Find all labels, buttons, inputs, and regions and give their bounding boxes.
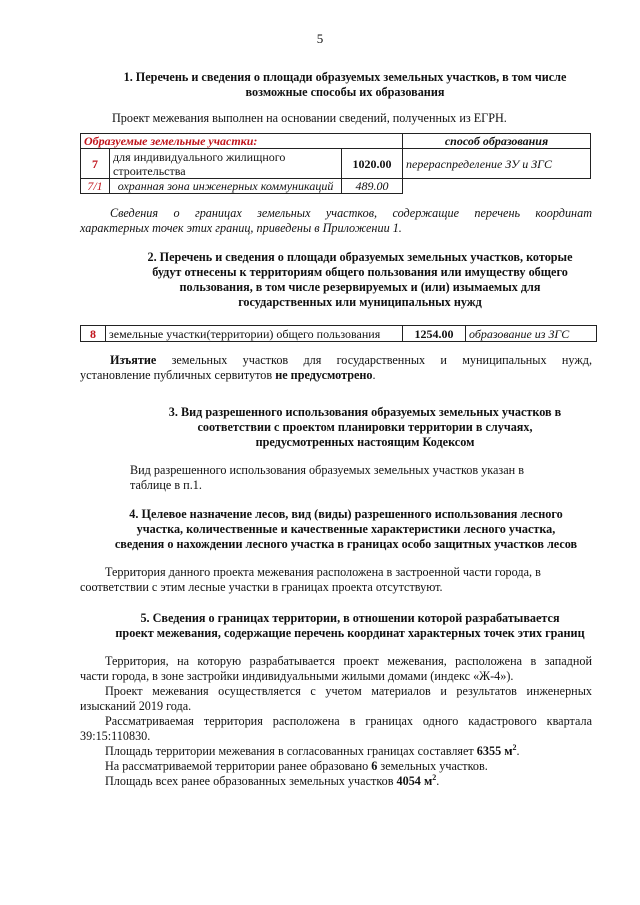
parcel-name: охранная зона инженерных коммуникаций bbox=[110, 179, 342, 194]
section4-text: Территория данного проекта межевания расположена в застроенной части города, в соответствии с этим лесные участки в границах проекта отсутствуют. bbox=[80, 565, 541, 594]
table-header-left: Образуемые земельные участки: bbox=[81, 134, 403, 149]
section1-note: Сведения о границах земельных участков, содержащие перечень координат характерных точек этих границ, приведены в Приложении 1. bbox=[80, 206, 592, 235]
section3-heading: 3. Вид разрешенного использования образуемых земельных участков в соответствии с проектом планировки территории в случаях, предусмотренных настоящим Кодексом bbox=[168, 405, 562, 449]
table-row bbox=[81, 149, 591, 179]
section2-paragraph: Изъятие земельных участков для государственных и муниципальных нужд, установление публичных сервитутов не предусмотрено. bbox=[80, 353, 592, 382]
section1-intro: Проект межевания выполнен на основании сведений, полученных из ЕГРН. bbox=[112, 111, 507, 125]
section2-table bbox=[80, 325, 597, 342]
section3-text: Вид разрешенного использования образуемых земельных участков указан в таблице в п.1. bbox=[130, 463, 524, 492]
parcel-method bbox=[403, 179, 591, 194]
parcel-name: для индивидуального жилищного строительства bbox=[110, 149, 342, 179]
parcel-area: 489.00 bbox=[342, 179, 403, 194]
section2-heading: 2. Перечень и сведения о площади образуемых земельных участков, которые будут отнесены к территориям общего пользования или имуществу общего пользования, в том числе резервируемых и (или) изымаемых для государственных или муниципальных нужд bbox=[147, 250, 573, 309]
section5-body: Территория, на которую разрабатывается проект межевания, расположена в западной части города, в зоне застройки индивидуальными жилыми домами (индекс «Ж-4»). Проект межевания осуществляется с учетом материалов и результатов инженерных изысканий 2019 года. Рассматриваемая территория расположена в границах одного кадастрового квартала 39:15:110830. Площадь территории межевания в согласованных границах составляет 6355 $м^2$. На рассматриваемой территории ранее образовано 6 земельных участков. Площадь всех ранее образованных земельных участков 4054 $м^2$. bbox=[80, 654, 592, 788]
parcel-method: образование из ЗГС bbox=[466, 326, 597, 342]
parcel-method: перераспределение ЗУ и ЗГС bbox=[403, 149, 591, 179]
table-row bbox=[81, 326, 597, 342]
section4-heading: 4. Целевое назначение лесов, вид (виды) разрешенного использования лесного участка, количественные и качественные характеристики лесного участка, сведения о нахождении лесного участка в границах особо защитных участков лесов bbox=[114, 507, 578, 551]
parcel-number: 7 bbox=[81, 149, 110, 179]
parcel-area: 1020.00 bbox=[342, 149, 403, 179]
parcel-number: 7/1 bbox=[81, 179, 110, 194]
page-number: 5 bbox=[316, 31, 324, 46]
parcel-area: 1254.00 bbox=[403, 326, 466, 342]
parcel-name: земельные участки(территории) общего пользования bbox=[106, 326, 403, 342]
section5-heading: 5. Сведения о границах территории, в отношении которой разрабатывается проект межевания, содержащие перечень координат характерных точек этих границ bbox=[115, 611, 585, 640]
table-header-right: способ образования bbox=[403, 134, 591, 149]
section1-table bbox=[80, 133, 591, 194]
parcel-number: 8 bbox=[81, 326, 106, 342]
table-row bbox=[81, 179, 591, 194]
section1-heading: 1. Перечень и сведения о площади образуемых земельных участков, в том числе возможные способы их образования bbox=[123, 70, 567, 99]
